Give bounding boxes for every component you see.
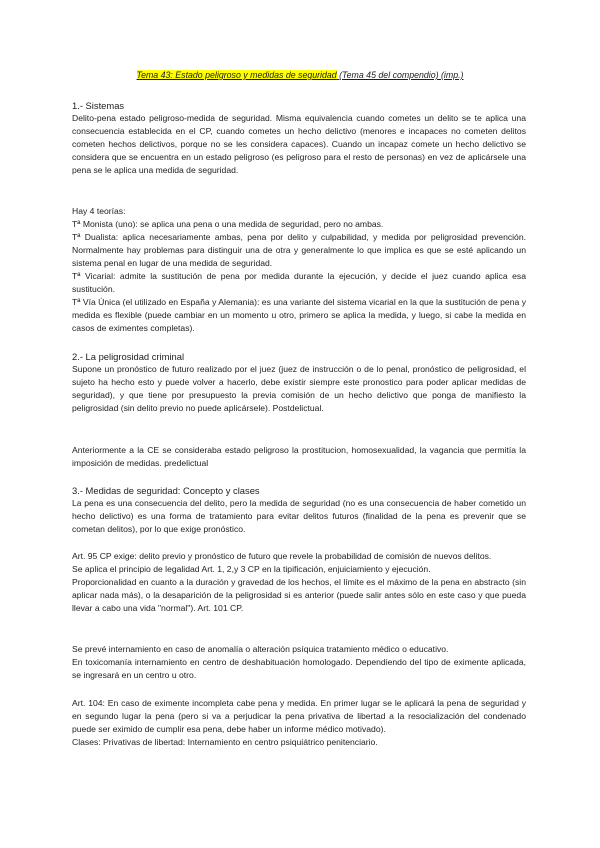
section-medidas bbox=[72, 484, 526, 536]
section-internamiento bbox=[72, 643, 526, 682]
section-heading: 3.- Medidas de seguridad: Concepto y clases bbox=[72, 485, 260, 496]
section-peligrosidad bbox=[72, 350, 526, 415]
theory-via-unica: Tª Vía Única (el utilizado en España y Alemania): es una variante del sistema vicarial en la que la sustitución de pena y medida es flexible (puede cambiar en un momento u otro, primero se aplica la medida, y luego, si cabe la medida en casos de eximentes completas). bbox=[72, 297, 526, 334]
section-articulos bbox=[72, 550, 526, 615]
paragraph: Proporcionalidad en cuanto a la duración y gravedad de los hechos, el límite es el máximo de la pena en abstracto (sin aplicar nada más), o la desaparición de la peligrosidad si es anterior (puede salir antes sólo en este caso y que pueda llevar a cabo una vida "normal"). Art. 101 CP. bbox=[72, 577, 526, 614]
paragraph: Art. 104: En caso de eximente incompleta cabe pena y medida. En primer lugar se le aplicará la pena de seguridad y en segundo lugar la pena (pero si va a perjudicar la pena privativa de libertad a la resocialización del condenado puede ser eximido de cumplir esa pena, debe haber un informe médico motivado). bbox=[72, 698, 526, 735]
section-teorias bbox=[72, 205, 526, 335]
paragraph: Se prevé internamiento en caso de anomalía o alteración psíquica tratamiento médico o educativo. bbox=[72, 644, 449, 654]
paragraph: Hay 4 teorías: bbox=[72, 206, 126, 216]
section-heading: 2.- La peligrosidad criminal bbox=[72, 351, 185, 362]
paragraph: La pena es una consecuencia del delito, pero la medida de seguridad (no es una consecuencia de haber cometido un hecho delictivo) es una forma de tratamiento para evitar delitos futuros (finalidad de la pena es prevenir que se cometan delitos), por lo que exige pronóstico. bbox=[72, 498, 526, 535]
theory-monista: Tª Monista (uno): se aplica una pena o una medida de seguridad, pero no ambas. bbox=[72, 219, 384, 230]
paragraph: Clases: Privativas de libertad: Internamiento en centro psiquiátrico penitenciario. bbox=[72, 737, 378, 748]
paragraph: Se aplica el principio de legalidad Art. 1, 2,y 3 CP en la tipificación, enjuiciamiento y ejecución. bbox=[72, 564, 431, 575]
document-title bbox=[0, 69, 600, 81]
theory-dualista: Tª Dualista: aplica necesariamente ambas, pena por delito y culpabilidad, y medida por peligrosidad prevención. Normalmente hay problemas para distinguir una de otra y generalmente lo que implica es que se esté aplicando un sistema penal en lugar de una medida de seguridad. bbox=[72, 232, 526, 269]
title-rest: (Tema 45 del compendio) (imp.) bbox=[336, 70, 464, 80]
section-sistemas bbox=[72, 99, 526, 177]
theory-vicarial: Tª Vicarial: admite la sustitución de pena por medida durante la ejecución, y decide el juez cuando aplica esa sustitución. bbox=[72, 271, 526, 295]
title-highlighted: Tema 43: Estado peligroso y medidas de seguridad bbox=[136, 70, 337, 80]
paragraph: Art. 95 CP exige: delito previo y pronóstico de futuro que revele la probabilidad de comisión de nuevos delitos. bbox=[72, 551, 492, 561]
paragraph: Supone un pronóstico de futuro realizado por el juez (juez de instrucción o de lo penal, pronóstico de peligrosidad, el sujeto ha hecho esto y puede volver a hacerlo, debe existir siempre este pronostico para poder aplicar medidas de seguridad), y que tiene por presupuesto la previa comisión de un hecho delictivo que ponga de manifiesto la peligrosidad (sin delito previo no puede aplicársele). Postdelictual. bbox=[72, 364, 526, 414]
paragraph: Delito-pena estado peligroso-medida de seguridad. Misma equivalencia cuando cometes un delito se te aplica una consecuencia establecida en el CP, cuando cometes un hecho delictivo (menores e incapaces no cometen delitos cometen hechos delictivos, porque no se les considera capaces). Cuando un incapaz comete un hecho delictivo se considera que se encuentra en un estado peligroso (es peligroso para el resto de personas) en vez de aplicársele una pena se le aplica una medida de seguridad. bbox=[72, 113, 526, 176]
section-heading: 1.- Sistemas bbox=[72, 100, 125, 111]
paragraph: En toxicomanía internamiento en centro de deshabituación homologado. Dependiendo del tipo de eximente aplicada, se ingresará en un centro u otro. bbox=[72, 657, 526, 681]
section-anteriormente bbox=[72, 444, 526, 470]
section-art-104 bbox=[72, 697, 526, 749]
paragraph: Anteriormente a la CE se consideraba estado peligroso la prostitucion, homosexualidad, la vagancia que permitía la imposición de medidas. predelictual bbox=[72, 445, 526, 469]
